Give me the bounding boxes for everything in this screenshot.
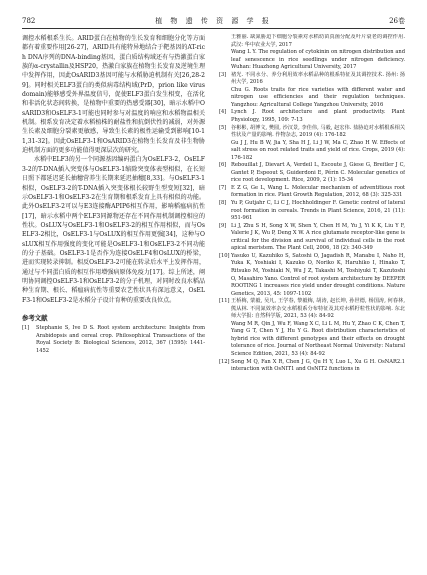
reference-text: 王桥梅, 蒙毅, 吴凡, 王学春, 黎毅梅, 胡涛, 赵长坤, 孙世德, 杨国涛, 何春林, 熊从林. 不同氮效率杂交水稻根系分布特征及其对水稻籽粒性状的影响. 东北师大学报: 自然科学版, 2021, 53 (4): 84-92 Wang M R, Qin J, Wu F, Wang X C, Li L M, Hu Y, Zhao C K, Chen T, Yang G T, Chen Y J, Hu Y G. Root distribution characteristics of hybrid rice with different genotypes and their effects on drought tolerance of rice. Journal of Northeast Normal University: Natural Science Edition, 2021, 53 (4): 84-92 [231, 298, 405, 357]
reference-text: Yasuko U, Kazuhiko S, Satoshi O, Jagadish R, Manabu I, Naho H, Yuka K, Yoshiaki I, Kazuko O, Noriko K, Haruhiko I, Hinako T, Ritsuko M, Yoshiaki N, Wu J Z, Takashi M, Toshiyuki T, Kazutoshi O, Masahiro Yano. Control of root system architecture by DEEPER ROOTING 1 increases rice yield under drought conditions. Nature Genetics, 2013, 45: 1097-1102 [231, 252, 405, 297]
reference-list-right [219, 34, 405, 374]
reference-number: [1] [22, 324, 30, 331]
reference-text: E Z G, Ge L, Wang L. Molecular mechanism of adventitious root formation in rice. Plant Growth Regulation, 2012, 68 (3): 325-331 [231, 184, 405, 199]
reference-number: [7] [219, 184, 227, 191]
body-paragraph: 水稻中ELF3的另一个同源基因编码蛋白为OsELF3-2，OsELF3-2的T-DNA插入突变体与OsELF3-1缩除突变体表型相似，在长短日照下都延迟延长抽穗营养生长期来延迟抽穗[8,33]。与OsELF3-1相似，OsELF3-2的T-DNA插入突变体根长较野生型变短[32]，暗示OsELF3-1和OsELF3-2在生育期和根系发育上具有相似的功能。此外OsELF3-2可以与E3连接酶APIP6相互作用，影响稻瘟病抗性[17]，暗示水稻中两个ELF3同源物还存在不同作用机制调控相应的性状。OsLUX与OsELF3-1和OsELF3-2的相互作用相似，而与OsELF3-2相比，OsELF3-1与OsLUX的相互作用更强[34]，这种与OsLUX相互作用强度的变化可能是OsELF3-1和OsELF3-2不同功能的分子基础。OsELF3-1是否作为连接OsELF4和OsLUX的桥梁，进而实现转录抑制。相反OsELF3-2可能在转录后水平上发挥作用，通过与不同蛋白质的相互作用增强病原体免疫力[17]。综上所述，阐明协同调控OsELF3-1和OsELF3-2的分子机理，对同时改良水稻品种生育期、根长、稻瘟病抗性等重要农艺性状具有深远意义，OsELF3-1和OsELF3-2是水稻分子设计育种的重要改良位点。 [22, 156, 205, 304]
reference-item [219, 223, 405, 253]
reference-number [219, 34, 231, 72]
reference-text: Song M Q, Fan X R, Chen J G, Qu H Y, Luo L, Xu G H. OsNAR2.1 interaction with OsNIT1 and OsNIT2 functions in [231, 358, 405, 373]
reference-item [219, 298, 405, 358]
reference-number: [8] [219, 200, 227, 207]
page-number: 782 [22, 17, 36, 25]
reference-number: [10] [219, 252, 230, 259]
reference-item [219, 200, 405, 223]
reference-text: Rebouillat J, Dievart A, Verdeil L, Escoute J, Giese G, Breitler J C, Gantet P, Espeout S, Guiderdoni E, Périn C. Molecular genetics of rice root development. Rice, 2009, 2 (1): 15-34 [231, 162, 405, 184]
reference-text: Yu P, Gutjahr C, Li C J, Hochholdinger F. Genetic control of lateral root formation in cereals. Trends in Plant Science, 2016, 21 (11): 951-961 [231, 200, 405, 222]
reference-text: Li J, Zhu S H, Song X W, Shen Y, Chen H M, Yu J, Yi K K, Liu Y F, Valerie J K, Wu P, Deng X W. A rice glutamate receptor-like gene is critical for the division and survival of individual cells in the root apical meristem. The Plant Cell, 2006, 18 (2): 340-349 [231, 222, 405, 252]
reference-item [219, 34, 405, 72]
left-column [22, 34, 205, 565]
reference-text: Stephanie S, Ive D S. Root system architecture: Insights from Arabidopsis and cereal crop. Philosophical Transactions of the Royal Society B: Biological Sciences, 2012, 367 (1595): 1441-1452 [36, 324, 205, 354]
journal-title: 植 物 遗 传 资 源 学 报 [155, 17, 272, 25]
reference-item [219, 109, 405, 124]
reference-number: [5] [219, 124, 227, 131]
reference-item [219, 162, 405, 185]
reference-number: [4] [219, 109, 227, 116]
reference-number: [6] [219, 162, 227, 169]
body-paragraph: 调控水稻根系生长。ARID蛋白在植物的生长发育和细胞分化等方面都有着重要作用[26-27]，ARID具有能特异地结合于靶基因的AT-rich DNA序列的DNA-binding基因，蛋白质结构域还有与热激蛋白家族的α-crystallin及HSP20，热激白家族在植物生长发育及逆境生理中发挥作用，因此OsARID3基因可能与水稻胁迫机制有关[26,28-29]。同时相关ELF3蛋白的类似病毒结构域(PrD，prion like virus domain)能够感受外界温度信号，促使ELF3蛋白发生相变，在活化和非活化状态间转换，是植物中重要的热感受器[30]，暗示水稻中OsARID3和OsELF3-1可能也同时参与对温度的响应和水稻物温相关机制。根系发育决定着水稻植株的耐盐性和抗倒伏性的减弱，对外源生长素及细胞分裂素更敏感，导致生长素的极性运输受到影响[10-11,31-32]。因此OsELF3-1和OsARID3在植物生长发育及非生物胁迫机制方面的更多功能值得更深层次的研究。 [22, 35, 205, 155]
references-heading: 参考文献 [22, 313, 48, 322]
running-header [22, 14, 405, 29]
volume-label: 26卷 [389, 17, 405, 25]
reference-item [219, 72, 405, 110]
reference-list-left [22, 325, 205, 355]
reference-item [219, 359, 405, 374]
reference-number: [11] [219, 298, 230, 305]
reference-text: 王雅丽. 缺氮胁迫下细胞分裂素对水稻幼苗真菌分配及叶片衰老的调控作用. 武汉: 华中农业大学, 2017 Wang L Y. The regulation of cytokinin on nitrogen distribution and leaf senescence in rice seedlings under nitrogen deficiency. Wuhan: Huazhong Agricultural University, 2017 [231, 34, 405, 71]
reference-item [219, 185, 405, 200]
reference-item [219, 125, 405, 163]
right-column [219, 34, 405, 565]
reference-item [219, 253, 405, 298]
reference-text: Lynch J. Root architecture and plant productivity. Plant Physiology, 1995, 109: 7-13 [231, 109, 405, 124]
reference-number: [3] [219, 71, 227, 78]
reference-item [22, 325, 205, 355]
reference-text: 褚光. 不同水分、养分利用效率水稻品种的根系特征及其调控技术. 扬州: 扬州大学, 2016 Chu G. Roots traits for rice varieties with different water and nitrogen use efficiencies and their regulation techniques. Yangzhou: Agricultural College Yangzhou University, 2016 [231, 71, 405, 108]
reference-text: 谷彬彬, 胡博文, 樊圆, 沙汉景, 李佳伟, 马毅, 赵宏伟. 盐胁迫对水稻根系相关性状及产量的影响. 作物杂志, 2019 (4): 176-182 Gu J J, Hu B W, Jia Y, Sha H J, Li J W, Ma C, Zhao H W. Effects of salt stress on root related traits and yield of rice. Crops, 2019 (4): 176-182 [231, 124, 405, 161]
reference-number: [9] [219, 222, 227, 229]
reference-number: [12] [219, 358, 230, 365]
